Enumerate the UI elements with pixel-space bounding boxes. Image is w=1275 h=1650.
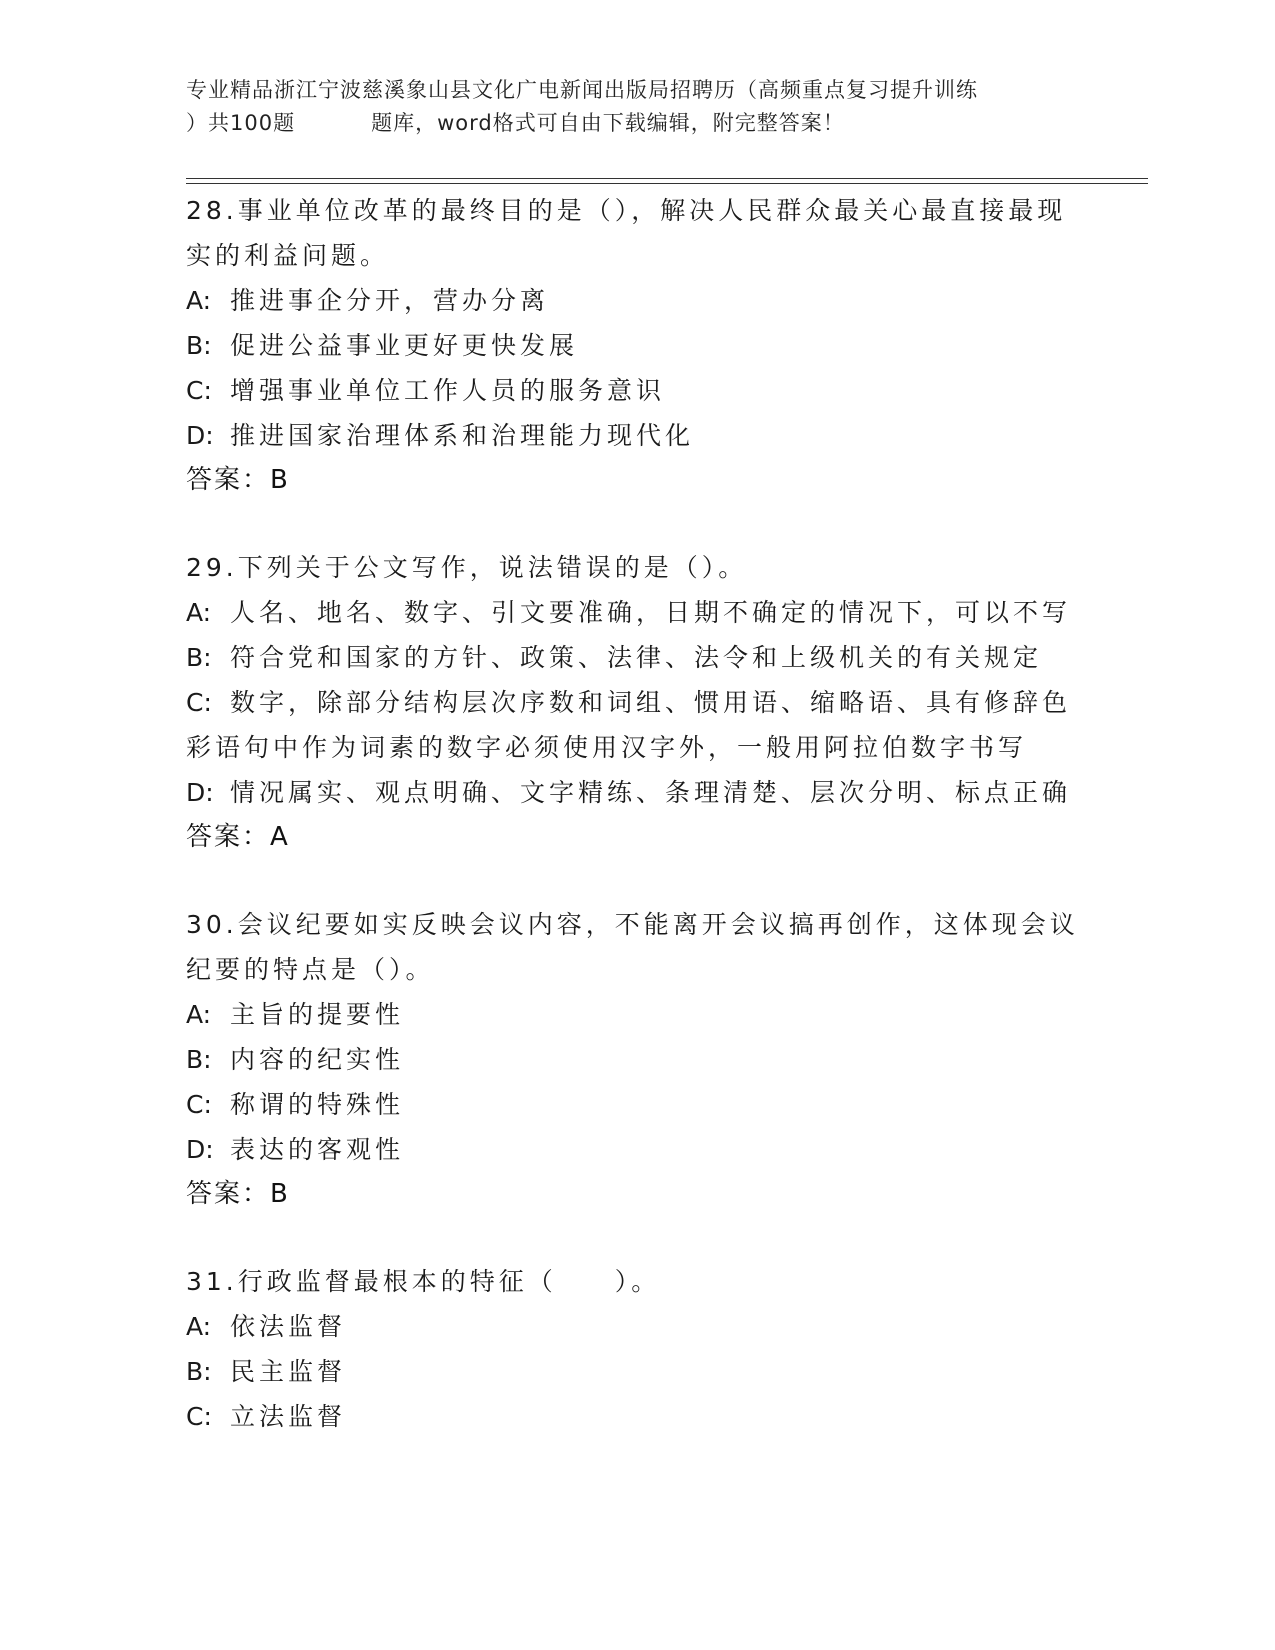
option-letter: A:	[186, 1312, 212, 1341]
option-a	[186, 992, 1086, 1037]
option-letter: A:	[186, 286, 212, 315]
option-text: 促进公益事业更好更快发展	[230, 331, 579, 360]
question-text: 31.行政监督最根本的特征（ ）。	[186, 1267, 661, 1296]
option-text: 符合党和国家的方针、政策、法律、法令和上级机关的有关规定	[230, 643, 1043, 672]
question-28	[186, 188, 1086, 503]
option-letter: D:	[186, 1135, 214, 1164]
option-a	[186, 278, 1086, 323]
option-c	[186, 368, 1086, 413]
option-c	[186, 680, 1086, 770]
option-letter: B:	[186, 643, 212, 672]
option-c	[186, 1082, 1086, 1127]
option-d	[186, 413, 1086, 458]
question-text: 30.会议纪要如实反映会议内容，不能离开会议搞再创作，这体现会议纪要的特点是（）。	[186, 910, 1079, 984]
question-30	[186, 902, 1086, 1217]
option-letter: B:	[186, 1357, 212, 1386]
option-text: 称谓的特殊性	[230, 1090, 405, 1119]
option-letter: D:	[186, 421, 214, 450]
option-a	[186, 590, 1086, 635]
option-letter: A:	[186, 598, 212, 627]
option-letter: A:	[186, 1000, 212, 1029]
option-text: 表达的客观性	[230, 1135, 405, 1164]
option-text: 增强事业单位工作人员的服务意识	[230, 376, 666, 405]
option-letter: C:	[186, 1090, 212, 1119]
header-divider-bottom	[186, 183, 1148, 184]
question-text: 29.下列关于公文写作，说法错误的是（）。	[186, 553, 748, 582]
option-letter: B:	[186, 1045, 212, 1074]
option-letter: B:	[186, 331, 212, 360]
option-letter: C:	[186, 1402, 212, 1431]
header-line-1: 专业精品浙江宁波慈溪象山县文化广电新闻出版局招聘历（高频重点复习提升训练	[186, 78, 978, 102]
answer-label: 答案：B	[186, 1179, 290, 1209]
answer-label: 答案：A	[186, 822, 290, 852]
option-b	[186, 1349, 1086, 1394]
question-29	[186, 545, 1086, 860]
header-line-2-left: ）共100题	[186, 111, 296, 135]
option-text: 推进国家治理体系和治理能力现代化	[230, 421, 695, 450]
option-b	[186, 635, 1086, 680]
option-d	[186, 770, 1086, 815]
question-text: 28.事业单位改革的最终目的是（），解决人民群众最关心最直接最现实的利益问题。	[186, 196, 1067, 270]
option-text: 民主监督	[230, 1357, 347, 1386]
option-text: 立法监督	[230, 1402, 347, 1431]
question-list	[186, 188, 1086, 1439]
option-text: 推进事企分开，营办分离	[230, 286, 550, 315]
question-31	[186, 1259, 1086, 1439]
option-text: 主旨的提要性	[230, 1000, 405, 1029]
option-letter: C:	[186, 688, 212, 717]
header-line-2-right: 题库，word格式可自由下载编辑，附完整答案！	[371, 111, 845, 135]
option-letter: C:	[186, 376, 212, 405]
answer-label: 答案：B	[186, 465, 290, 495]
header-divider-top	[186, 178, 1148, 179]
option-text: 内容的纪实性	[230, 1045, 405, 1074]
option-text: 情况属实、观点明确、文字精练、条理清楚、层次分明、标点正确	[230, 778, 1072, 807]
option-letter: D:	[186, 778, 214, 807]
header-line-2	[186, 107, 1086, 140]
option-b	[186, 1037, 1086, 1082]
option-text: 依法监督	[230, 1312, 347, 1341]
option-c	[186, 1394, 1086, 1439]
option-text: 人名、地名、数字、引文要准确，日期不确定的情况下，可以不写	[230, 598, 1072, 627]
option-d	[186, 1127, 1086, 1172]
option-text: 数字，除部分结构层次序数和词组、惯用语、缩略语、具有修辞色彩语句中作为词素的数字必须使用汉字外，一般用阿拉伯数字书写	[186, 688, 1072, 762]
option-a	[186, 1304, 1086, 1349]
document-header	[186, 74, 1086, 140]
option-b	[186, 323, 1086, 368]
